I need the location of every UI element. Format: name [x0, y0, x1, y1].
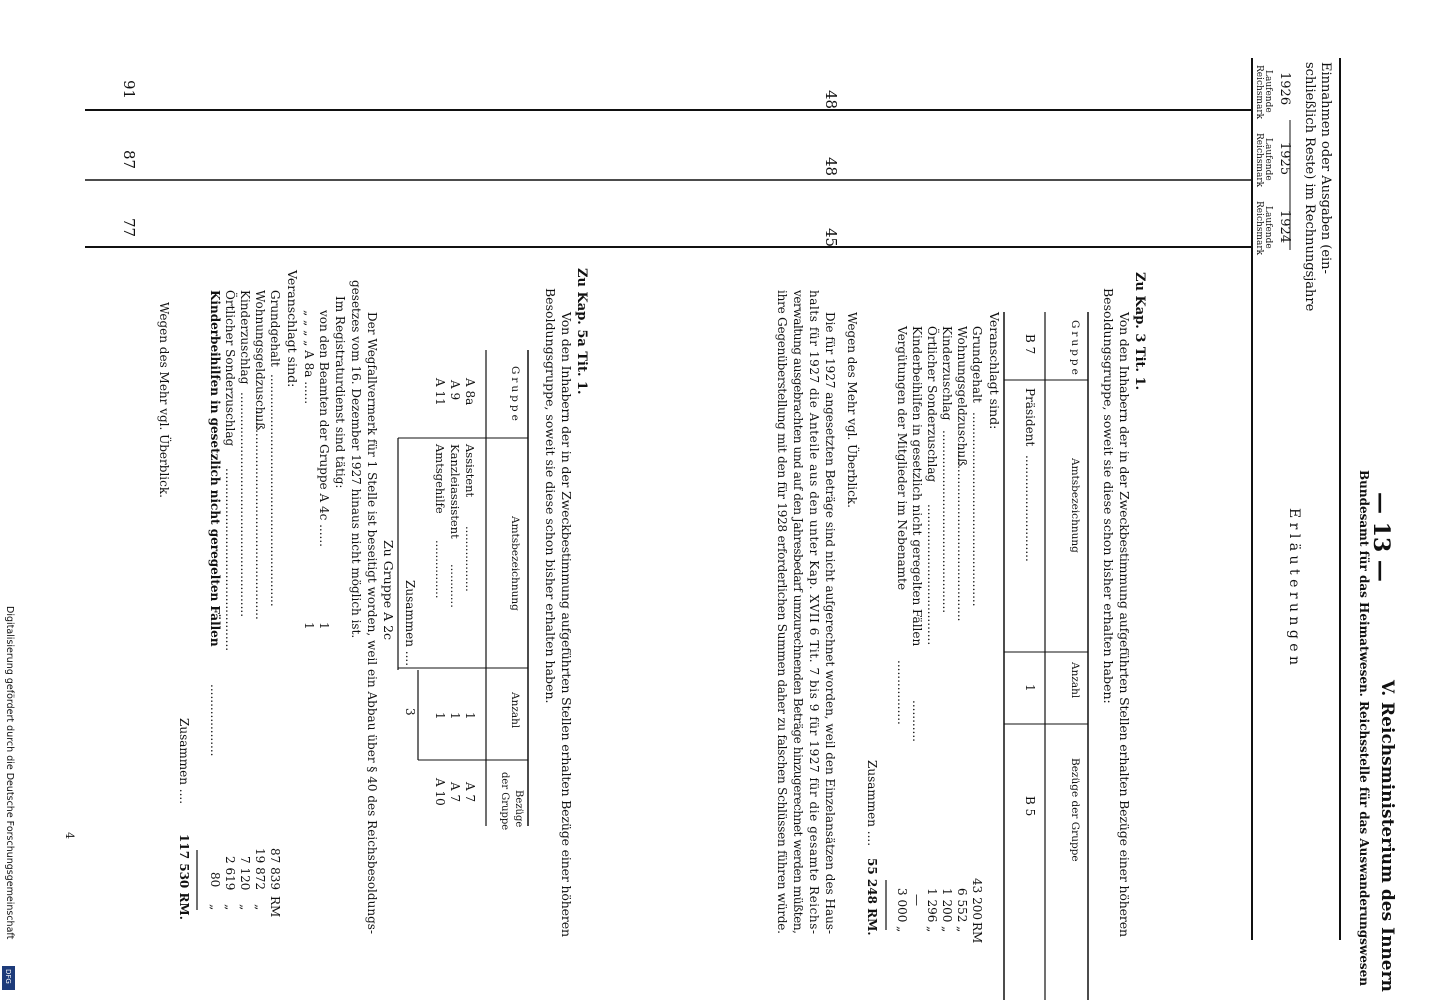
kap3-unit: „: [940, 926, 954, 933]
kap5a-items: [208, 290, 282, 917]
kap3-row-gruppe: B 7: [1023, 334, 1037, 355]
kap3-item-label: Grundgehalt: [970, 326, 984, 403]
kap5a-unit: „: [238, 904, 252, 911]
kap5a-row-bezuege: A 7: [448, 782, 462, 803]
kap3-item-label: Örtlicher Sonderzuschlag: [925, 326, 939, 483]
kap3-th-amt: Amtsbezeichnung: [1069, 458, 1081, 553]
dfg-logo-text: DFG: [4, 969, 12, 984]
kap5a-unit: „: [253, 904, 267, 911]
unit-1924-b: Reichsmark: [1254, 201, 1264, 256]
kap5a-registry-count: 1: [302, 622, 316, 630]
funding-note: [2, 606, 15, 990]
kap5a-row-bezuege: A 10: [433, 778, 447, 806]
funding-note-text: Digitalisierung gefördert durch die Deutsche Forschungsgemeinschaft: [4, 606, 15, 940]
kap3-items: [895, 325, 984, 943]
kap5a-item-label: Kinderbeihilfen in gesetzlich nicht geregelten Fällen: [208, 290, 222, 647]
unit-1925-b: Reichsmark: [1254, 133, 1264, 188]
kap3-row-amt-dots: ............................: [1023, 455, 1037, 562]
kap3-leader: ...........: [910, 700, 924, 742]
kap5a-table-rows: [433, 377, 477, 806]
kap5a-intro-2: Besoldungsgruppe, soweit sie diese schon bisher erhalten haben.: [543, 288, 558, 704]
kap3-leader: ................................................: [940, 430, 954, 614]
year-1924: 1924: [1277, 210, 1292, 244]
kap5a-unit: „: [208, 904, 222, 911]
kap5a-amount: 19 872: [253, 848, 267, 890]
kap3-th-bezuege: Bezüge der Gruppe: [1069, 758, 1081, 862]
kap3-intro-2: Besoldungsgruppe, soweit sie diese schon bisher erhalten haben:: [1101, 288, 1116, 704]
kap5a-intro-1: Von den Inhabern der in der Zweckbestimmung aufgeführten Stellen erhalten Bezüge einer höheren: [559, 312, 574, 937]
kap5a-leader: ...........................................................: [238, 392, 252, 618]
kap3-item-label: Kinderbeihilfen in gesetzlich nicht geregelten Fällen: [910, 326, 924, 647]
kap3-amount: —: [910, 894, 924, 906]
kap5a-amount: 80: [208, 872, 222, 888]
ledger-r2-1926: 91: [120, 80, 138, 100]
kap3-expl-4: ihre Gegenüberstellung mit den für 1928 erforderlichen Summen daher zu falschen Schlüssen führen würde.: [775, 290, 789, 934]
kap5a-a2c-line-3: Im Registraturdienst sind tätig:: [333, 296, 347, 489]
kap3-amount: 43 200: [970, 878, 984, 920]
ledger-header-1: Einnahmen oder Ausgaben (ein-: [1318, 62, 1333, 274]
kap3-unit: RM: [970, 922, 984, 944]
kap5a-a2c-line-2: gesetzes vom 16. Dezember 1927 hinaus nicht möglich ist.: [349, 280, 363, 639]
kap3-item-label: Vergütungen der Mitglieder im Nebenamte: [895, 326, 909, 591]
kap3-leader: ...................................................: [970, 412, 984, 607]
ledger-r1-1926: 48: [822, 90, 840, 110]
ledger-r1-1925: 48: [822, 157, 840, 177]
kap5a-row-anzahl: 1: [463, 712, 477, 720]
kap3-leader: ..............................................: [955, 446, 969, 622]
page-header: [1286, 470, 1397, 992]
kap5a-th-gruppe: Gruppe: [509, 366, 521, 424]
kap3-unit: „: [955, 926, 969, 933]
unit-1925-a: Laufende: [1263, 138, 1273, 181]
kap3-unit: „: [925, 926, 939, 933]
kap5a-row-anzahl: 1: [448, 712, 462, 720]
kap5a-registry-line: „ „ „ „ A 8a ......: [302, 310, 316, 405]
unit-1924-a: Laufende: [1263, 206, 1273, 249]
kap5a-leader: ............: [448, 564, 462, 608]
office-line: Bundesamt für das Heimatwesen. Reichsstelle für das Auswanderungswesen: [1357, 470, 1371, 986]
kap5a-leader: ................: [433, 540, 447, 599]
kap3-unit: „: [895, 926, 909, 933]
kap5a-registry-count: 1: [317, 622, 331, 630]
kap5a-th-bezuege: Bezüge: [513, 790, 524, 828]
kap3-row-anzahl: 1: [1023, 684, 1037, 692]
kap3-row-bezuege: B 5: [1023, 796, 1037, 817]
kap3-total-label: Zusammen ....: [865, 760, 879, 847]
kap5a-th-anzahl: Anzahl: [509, 692, 521, 729]
kap5a-item-label: Örtlicher Sonderzuschlag: [223, 290, 237, 447]
page-number: — 13 —: [1368, 492, 1394, 582]
kap3-row-amt: Präsident: [1023, 388, 1037, 447]
kap5a-a2c-line-1: Der Wegfallvermerk für 1 Stelle ist beseitigt worden, weil ein Abbau über § 40 des Reichsbesoldungs-: [365, 312, 379, 934]
kap3-expl-1: Die für 1927 angesetzten Beträge sind nicht aufgerechnet worden, weil den Einzelansätzen des Haus-: [823, 312, 837, 934]
kap5a-heading: Zu Kap. 5a Tit. 1.: [574, 268, 589, 395]
unit-1926-a: Laufende: [1263, 70, 1273, 113]
unit-1926-b: Reichsmark: [1254, 65, 1264, 120]
kap5a-row-amt: Kanzleiassistent: [448, 444, 462, 539]
kap5a-leader: .............................................................: [268, 374, 282, 607]
kap5a-table-total: 3: [403, 708, 417, 716]
kap3-item-label: Wohnungsgeldzuschuß: [955, 326, 969, 467]
kap5a-veranschlagt: Veranschlagt sind:: [285, 270, 300, 388]
kap3-expl-2: halts für 1927 die Anteile aus den unter Kap. XVII 6 Tit. 7 bis 9 für 1927 für die gesamte Reichs-: [807, 290, 821, 934]
kap5a-row-gruppe: A 9: [448, 380, 462, 401]
kap3-veranschlagt: Veranschlagt sind:: [987, 312, 1002, 430]
kap5a-leader: .......................................................: [253, 410, 267, 620]
kap3-mehr-note: Wegen des Mehr vgl. Überblick.: [845, 312, 859, 508]
kap5a-unit: „: [223, 904, 237, 911]
kap5a-row-amt: Amtsgehilfe: [433, 444, 447, 514]
section-title: E r l ä u t e r u n g e n: [1286, 508, 1302, 666]
kap5a-item-label: Wohnungsgeldzuschuß: [253, 290, 267, 431]
kap3-amount: 6 552: [955, 888, 969, 923]
kap5a-item-label: Kinderzuschlag: [238, 290, 252, 385]
kap5a-unit: RM: [268, 896, 282, 918]
bottom-page-number: 4: [63, 832, 76, 839]
ledger-r1-1924: 45: [822, 228, 840, 248]
kap5a-total-label: Zusammen ....: [177, 718, 191, 805]
kap5a-th-amt: Amtsbezeichnung: [509, 516, 521, 611]
kap5a-amount: 2 619: [223, 856, 237, 891]
kap3-total: 55 248 RM.: [865, 858, 879, 936]
ministry-title: V. Reichsministerium des Innern: [1377, 680, 1397, 992]
kap5a-row-amt: Assistent: [463, 444, 477, 498]
kap3-leader: .................: [895, 660, 909, 725]
kap5a-item-label: Grundgehalt: [268, 290, 282, 367]
kap3-amount: 1 200: [940, 888, 954, 923]
kap5a-total: 117 530 RM.: [177, 834, 191, 920]
kap5a-section: [157, 268, 589, 937]
kap3-heading: Zu Kap. 3 Tit. 1.: [1132, 272, 1147, 391]
ledger-r2-1924: 77: [120, 218, 138, 238]
kap3-amount: 3 000: [895, 888, 909, 923]
kap3-expl-3: verwaltung ausgebrachten und auf den Jahresbedarf umzurechnenden Beträge hinzugerechnet werden müßten,: [791, 290, 805, 934]
kap3-th-gruppe: Gruppe: [1069, 320, 1081, 378]
kap3-amount: 1 296: [925, 888, 939, 923]
kap5a-mehr-note: Wegen des Mehr vgl. Überblick.: [157, 302, 171, 498]
kap3-th-anzahl: Anzahl: [1069, 662, 1081, 699]
ledger-r2-1925: 87: [120, 150, 138, 170]
kap3-section: [775, 272, 1147, 1000]
kap5a-row-bezuege: A 7: [463, 782, 477, 803]
kap5a-amount: 7 120: [238, 856, 252, 891]
kap5a-th-der-gruppe: der Gruppe: [499, 772, 510, 831]
kap5a-row-gruppe: A 11: [433, 378, 447, 406]
kap5a-row-gruppe: A 8a: [463, 378, 477, 406]
kap5a-amount: 87 839: [268, 848, 282, 890]
kap5a-a2c-heading: Zu Gruppe A 2c: [381, 540, 396, 641]
kap3-item-label: Kinderzuschlag: [940, 326, 954, 421]
ledger-header-2: schließlich Reste) im Rechnungsjahre: [1302, 62, 1317, 312]
kap5a-registry-line: von den Beamten der Gruppe A 4c ......: [317, 310, 331, 547]
kap5a-leader: ................................................: [223, 468, 237, 652]
year-1926: 1926: [1277, 72, 1292, 106]
kap5a-row-anzahl: 1: [433, 712, 447, 720]
kap3-leader: .....................................: [925, 504, 939, 646]
kap5a-leader: ...................: [208, 684, 222, 757]
kap5a-leader: ..................: [463, 526, 477, 592]
year-1925: 1925: [1277, 142, 1292, 176]
kap3-intro-1: Von den Inhabern der in der Zweckbestimmung aufgeführten Stellen erhalten Bezüge einer höheren: [1117, 312, 1132, 937]
kap5a-table-total-label: Zusammen ....: [403, 580, 417, 667]
